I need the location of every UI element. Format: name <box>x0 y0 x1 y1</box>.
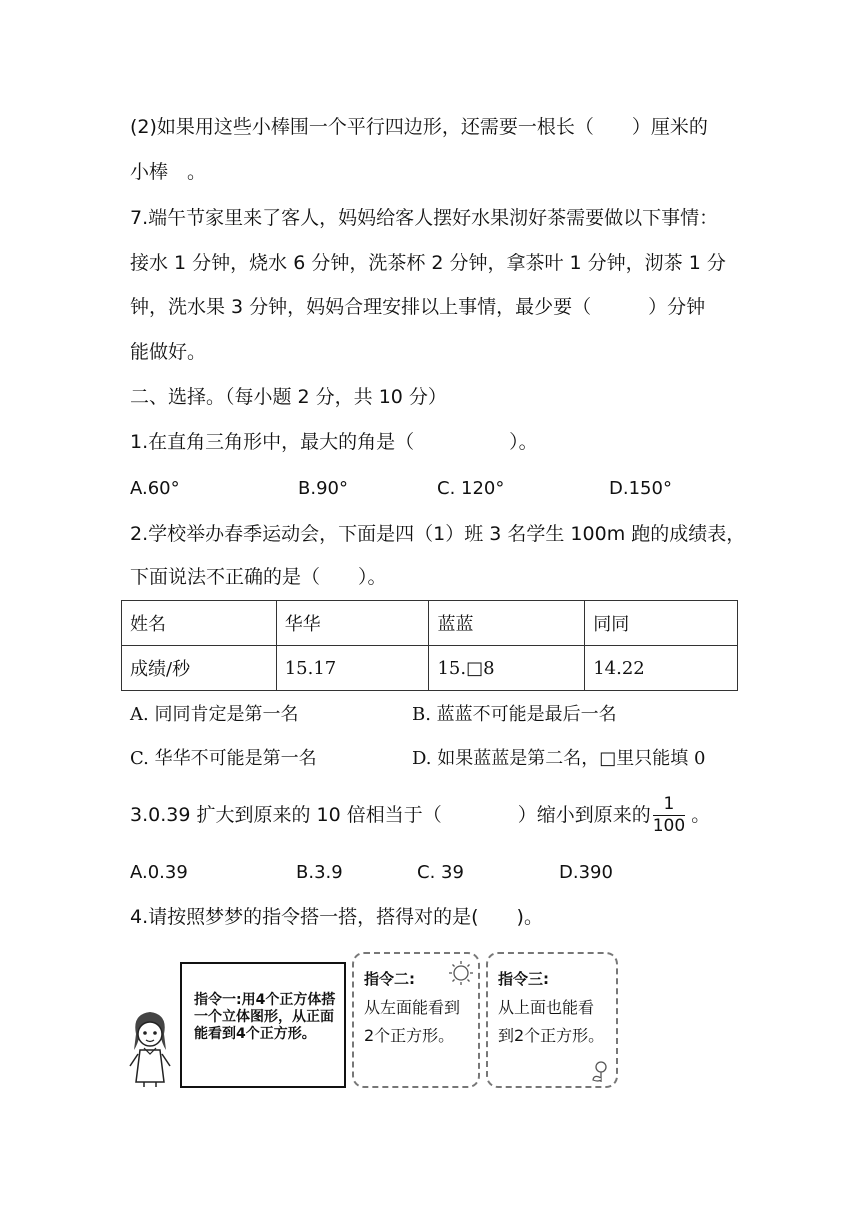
table-cell: 15.□8 <box>429 646 585 691</box>
c1-option-c: C. 120° <box>437 478 505 499</box>
flower-icon <box>588 1058 614 1084</box>
q6-2-line2: 小棒 。 <box>130 161 207 183</box>
c2-option-a: A. 同同肯定是第一名 <box>130 704 299 725</box>
c3-option-b: B.3.9 <box>296 862 343 883</box>
instruction-card-3 <box>486 952 618 1088</box>
sun-icon <box>448 960 474 986</box>
c1-option-a: A.60° <box>130 478 180 499</box>
q7-line1: 7.端午节家里来了客人，妈妈给客人摆好水果沏好茶需要做以下事情： <box>130 207 719 229</box>
c2-option-b: B. 蓝蓝不可能是最后一名 <box>412 704 617 725</box>
instruction-1-text: 指令一:用4个正方体搭一个立体图形，从正面能看到4个正方形。 <box>194 992 336 1042</box>
table-cell: 15.17 <box>276 646 429 691</box>
table-cell: 14.22 <box>585 646 738 691</box>
instruction-card-2 <box>352 952 480 1088</box>
q7-line2: 接水 1 分钟，烧水 6 分钟，洗茶杯 2 分钟，拿茶叶 1 分钟，沏茶 1 分 <box>130 252 726 274</box>
c3-option-c: C. 39 <box>417 862 464 883</box>
instruction-2-line1: 从左面能看到 <box>364 998 461 1017</box>
instruction-3-line1: 从上面也能看 <box>498 998 595 1017</box>
q7-line4: 能做好。 <box>130 341 207 363</box>
table-row <box>122 646 738 691</box>
instruction-3-body <box>498 994 604 1050</box>
section-heading: 二、选择。（每小题 2 分，共 10 分） <box>130 386 447 408</box>
c3-stem-before: 3.0.39 扩大到原来的 10 倍相当于（ ）缩小到原来的 <box>130 804 651 826</box>
q7-line3: 钟，洗水果 3 分钟，妈妈合理安排以上事情，最少要（ ）分钟 <box>130 296 706 318</box>
c3-option-a: A.0.39 <box>130 862 188 883</box>
table-cell: 同同 <box>585 601 738 646</box>
instruction-3-title: 指令三: <box>498 970 549 988</box>
instruction-3-line2: 到2个正方形。 <box>498 1026 605 1045</box>
c2-option-d: D. 如果蓝蓝是第二名，□里只能填 0 <box>412 748 706 769</box>
c1-option-b: B.90° <box>298 478 348 499</box>
q6-2-line1: (2)如果用这些小棒围一个平行四边形，还需要一根长（ ）厘米的 <box>130 116 708 138</box>
fraction-denominator: 100 <box>652 816 686 836</box>
girl-illustration <box>122 1004 178 1088</box>
c2-line2: 下面说法不正确的是（ ）。 <box>130 566 387 588</box>
c1-option-d: D.150° <box>609 478 672 499</box>
instruction-2-body <box>364 994 460 1050</box>
table-cell: 成绩/秒 <box>122 646 277 691</box>
c4-stem: 4.请按照梦梦的指令搭一搭，搭得对的是( )。 <box>130 906 543 928</box>
table-cell: 姓名 <box>122 601 277 646</box>
instruction-card-1 <box>180 962 346 1088</box>
fraction-numerator: 1 <box>653 796 685 816</box>
table-header-row <box>122 601 738 646</box>
score-table <box>121 600 738 691</box>
table-cell: 蓝蓝 <box>429 601 585 646</box>
instruction-2-title: 指令二: <box>364 970 415 988</box>
c3-stem <box>130 796 710 835</box>
c2-option-c: C. 华华不可能是第一名 <box>130 748 317 769</box>
c2-line1: 2.学校举办春季运动会，下面是四（1）班 3 名学生 100m 跑的成绩表， <box>130 523 746 545</box>
c1-stem: 1.在直角三角形中，最大的角是（ ）。 <box>130 431 538 453</box>
c3-stem-after: 。 <box>691 804 711 826</box>
instruction-2-line2: 2个正方形。 <box>364 1026 455 1045</box>
table-cell: 华华 <box>276 601 429 646</box>
fraction <box>653 796 685 835</box>
c3-option-d: D.390 <box>559 862 613 883</box>
